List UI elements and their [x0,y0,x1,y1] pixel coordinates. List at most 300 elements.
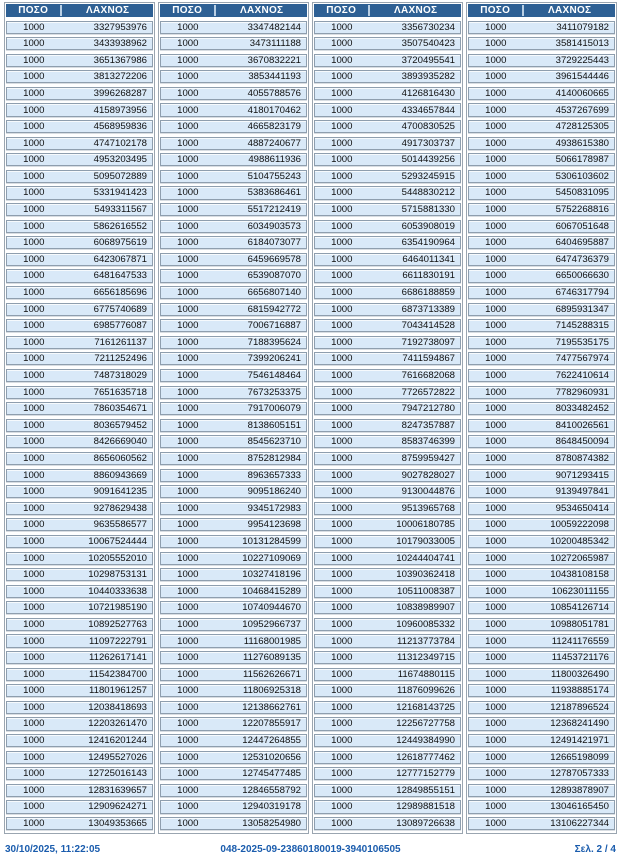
ticket-number-cell: 5862616552 [93,220,147,232]
amount-cell: 1000 [331,685,353,697]
amount-cell: 1000 [177,502,199,514]
amount-cell: 1000 [331,569,353,581]
table-row [314,203,461,216]
table-row [160,220,307,233]
table-row [6,37,153,50]
table-row [314,137,461,150]
amount-cell: 1000 [177,154,199,166]
table-row [468,784,615,797]
ticket-number-cell: 6775740689 [93,303,147,315]
amount-cell: 1000 [177,204,199,216]
ticket-number-cell: 9095186240 [247,486,301,498]
amount-cell: 1000 [177,270,199,282]
table-row [160,784,307,797]
amount-cell: 1000 [23,718,45,730]
ticket-number-cell: 9513965768 [401,502,455,514]
amount-cell: 1000 [331,735,353,747]
amount-cell: 1000 [485,154,507,166]
amount-cell: 1000 [177,801,199,813]
ticket-number-cell: 12368241490 [550,718,609,730]
amount-cell: 1000 [331,469,353,481]
table-row [160,186,307,199]
table-row [160,369,307,382]
amount-cell: 1000 [23,38,45,50]
table-row [468,634,615,647]
table-row [6,601,153,614]
table-row [6,618,153,631]
table-row [314,319,461,332]
table-row [468,70,615,83]
ticket-number-cell: 10838989907 [396,602,455,614]
amount-cell: 1000 [177,652,199,664]
table-row [160,253,307,266]
ticket-number-cell: 10200485342 [550,535,609,547]
amount-cell: 1000 [331,303,353,315]
amount-cell: 1000 [485,735,507,747]
amount-cell: 1000 [485,552,507,564]
table-row [6,552,153,565]
amount-cell: 1000 [177,320,199,332]
amount-cell: 1000 [23,71,45,83]
ticket-number-cell: 8780874382 [555,452,609,464]
table-row [314,253,461,266]
table-row [6,352,153,365]
amount-cell: 1000 [177,751,199,763]
ticket-number-cell: 4700830525 [401,121,455,133]
table-row [160,502,307,515]
table-row [160,568,307,581]
amount-cell: 1000 [485,287,507,299]
table-row [314,684,461,697]
table-row [468,369,615,382]
ticket-number-cell: 10511008387 [397,585,455,597]
table-row [160,469,307,482]
ticket-number-cell: 10244404741 [396,552,455,564]
amount-cell: 1000 [23,569,45,581]
amount-cell: 1000 [177,303,199,315]
amount-cell: 1000 [177,104,199,116]
table-row [6,568,153,581]
table-row [468,767,615,780]
table-row [314,70,461,83]
table-row [160,817,307,830]
amount-cell: 1000 [23,486,45,498]
ticket-number-cell: 3327953976 [93,21,147,33]
table-row [6,767,153,780]
ticket-number-cell: 11876099626 [397,685,455,697]
amount-cell: 1000 [23,419,45,431]
amount-cell: 1000 [23,535,45,547]
amount-cell: 1000 [331,784,353,796]
table-row [160,170,307,183]
amount-cell: 1000 [485,303,507,315]
table-row [314,800,461,813]
table-row [468,668,615,681]
table-row [6,87,153,100]
amount-cell: 1000 [23,801,45,813]
table-row [468,87,615,100]
table-row [6,784,153,797]
table-row [468,186,615,199]
ticket-number-cell: 7546148464 [247,370,301,382]
table-row [160,319,307,332]
ticket-number-cell: 8759959427 [401,452,455,464]
table-row [468,253,615,266]
table-row [468,319,615,332]
ticket-number-cell: 6539087070 [247,270,301,282]
ticket-number-cell: 5383686461 [247,187,301,199]
ticket-number-cell: 12893878907 [550,784,609,796]
amount-cell: 1000 [485,502,507,514]
amount-cell: 1000 [331,353,353,365]
table-row [314,668,461,681]
amount-cell: 1000 [331,21,353,33]
amount-cell: 1000 [23,204,45,216]
ticket-number-cell: 9027828027 [401,469,455,481]
amount-cell: 1000 [331,170,353,182]
table-row [6,734,153,747]
table-row [6,535,153,548]
table-row [160,37,307,50]
ticket-number-cell: 10390362418 [396,569,455,581]
ticket-number-cell: 12909624271 [88,801,147,813]
amount-cell: 1000 [331,668,353,680]
amount-cell: 1000 [331,718,353,730]
ticket-number-cell: 10892527763 [88,618,147,630]
table-row [314,369,461,382]
table-row [314,419,461,432]
amount-cell: 1000 [177,552,199,564]
table-row [468,518,615,531]
ticket-number-cell: 12138662761 [242,701,301,713]
ticket-number-cell: 12849855151 [396,784,455,796]
ticket-number-cell: 10960085332 [396,618,455,630]
table-row [314,784,461,797]
table-row [468,717,615,730]
ticket-number-cell: 7782960931 [555,386,609,398]
amount-cell: 1000 [23,602,45,614]
table-row [468,303,615,316]
amount-cell: 1000 [485,535,507,547]
table-row [160,402,307,415]
amount-cell: 1000 [177,784,199,796]
amount-cell: 1000 [23,287,45,299]
table-row [160,386,307,399]
amount-cell: 1000 [177,137,199,149]
ticket-number-cell: 12989881518 [396,801,455,813]
amount-cell: 1000 [177,187,199,199]
amount-cell: 1000 [485,38,507,50]
amount-cell: 1000 [485,652,507,664]
amount-cell: 1000 [331,71,353,83]
table-row [160,651,307,664]
amount-cell: 1000 [485,618,507,630]
table-row [160,717,307,730]
table-row [314,303,461,316]
table-row [160,286,307,299]
ticket-number-cell: 8648450094 [555,436,609,448]
ticket-number-cell: 4334657844 [401,104,455,116]
ticket-number-cell: 12168143725 [396,701,455,713]
column-group-header [160,4,307,17]
amount-cell: 1000 [23,403,45,415]
table-row [314,402,461,415]
ticket-number-cell: 13089726638 [396,818,455,830]
amount-cell: 1000 [23,386,45,398]
ticket-number-cell: 3893935282 [401,71,455,83]
page-footer [5,844,616,855]
amount-cell: 1000 [23,502,45,514]
ticket-number-cell: 7487318029 [93,370,147,382]
amount-cell: 1000 [485,253,507,265]
table-row [468,153,615,166]
ticket-number-cell: 13106227344 [550,818,609,830]
amount-cell: 1000 [485,71,507,83]
ticket-number-cell: 12940319178 [242,801,301,813]
ticket-number-cell: 12531020656 [242,751,301,763]
ticket-number-cell: 10623011155 [551,585,609,597]
amount-cell: 1000 [485,685,507,697]
amount-cell: 1000 [177,486,199,498]
table-row [314,485,461,498]
amount-cell: 1000 [177,87,199,99]
ticket-column-header: ΛΑΧΝΟΣ [240,5,284,16]
table-row [6,137,153,150]
amount-cell: 1000 [331,87,353,99]
table-row [160,601,307,614]
table-row [468,236,615,249]
table-row [160,452,307,465]
ticket-number-cell: 11800326490 [551,668,609,680]
amount-cell: 1000 [485,104,507,116]
ticket-number-cell: 5448830212 [401,187,455,199]
ticket-number-cell: 9534650414 [555,502,609,514]
table-row [6,253,153,266]
amount-cell: 1000 [177,54,199,66]
ticket-number-cell: 6459669578 [247,253,301,265]
ticket-number-cell: 8583746399 [401,436,455,448]
table-row [314,502,461,515]
amount-cell: 1000 [23,137,45,149]
ticket-number-cell: 3996268287 [93,87,147,99]
table-row [6,153,153,166]
table-row [314,21,461,34]
ticket-number-cell: 11097222791 [89,635,147,647]
amount-cell: 1000 [485,237,507,249]
amount-cell: 1000 [177,452,199,464]
amount-cell: 1000 [23,121,45,133]
ticket-number-cell: 3853441193 [248,71,301,83]
column-group-header [314,4,461,17]
amount-cell: 1000 [485,469,507,481]
amount-cell: 1000 [331,535,353,547]
ticket-number-cell: 10179033005 [396,535,455,547]
table-row [160,236,307,249]
ticket-number-cell: 7211252496 [94,353,147,365]
ticket-number-cell: 13058254980 [242,818,301,830]
amount-cell: 1000 [485,635,507,647]
ticket-number-cell: 6053908019 [401,220,455,232]
ticket-number-cell: 12777152779 [396,768,455,780]
ticket-number-cell: 7399206241 [247,353,301,365]
ticket-number-cell: 5095072889 [93,170,147,182]
table-row [314,220,461,233]
amount-cell: 1000 [23,237,45,249]
ticket-number-cell: 12665198099 [550,751,609,763]
table-row [468,751,615,764]
table-row [468,601,615,614]
amount-cell: 1000 [177,718,199,730]
table-row [468,37,615,50]
table-row [6,585,153,598]
table-row [6,684,153,697]
amount-cell: 1000 [485,21,507,33]
amount-cell: 1000 [331,486,353,498]
table-row [160,153,307,166]
amount-cell: 1000 [23,735,45,747]
ticket-number-cell: 7145288315 [555,320,609,332]
table-row [6,751,153,764]
amount-cell: 1000 [331,54,353,66]
table-row [314,585,461,598]
ticket-number-cell: 12187896524 [550,701,609,713]
ticket-number-cell: 8426669040 [93,436,147,448]
ticket-number-cell: 9071293415 [555,469,609,481]
amount-cell: 1000 [485,121,507,133]
table-row [314,568,461,581]
ticket-number-cell: 7411594867 [402,353,455,365]
amount-cell: 1000 [485,801,507,813]
amount-cell: 1000 [331,154,353,166]
amount-cell: 1000 [23,685,45,697]
amount-cell: 1000 [177,38,199,50]
ticket-number-cell: 7195535175 [555,336,609,348]
ticket-number-cell: 12491421971 [550,735,609,747]
ticket-number-cell: 9954123698 [247,519,301,531]
amount-cell: 1000 [331,519,353,531]
table-row [468,435,615,448]
table-row [160,485,307,498]
table-row [160,684,307,697]
ticket-number-cell: 12447264855 [242,735,301,747]
table-row [314,469,461,482]
amount-cell: 1000 [331,502,353,514]
ticket-number-cell: 6985776087 [93,320,147,332]
table-row [6,336,153,349]
ticket-number-cell: 8138605151 [247,419,301,431]
amount-cell: 1000 [177,21,199,33]
table-row [468,651,615,664]
ticket-number-cell: 8410026561 [555,419,609,431]
amount-cell: 1000 [23,652,45,664]
amount-cell: 1000 [177,237,199,249]
ticket-number-cell: 8033482452 [555,403,609,415]
table-row [160,336,307,349]
table-row [6,103,153,116]
ticket-number-cell: 11262617141 [89,652,147,664]
table-row [6,651,153,664]
ticket-number-cell: 10205552010 [88,552,147,564]
ticket-number-cell: 6184073077 [247,237,301,249]
table-row [314,518,461,531]
ticket-number-cell: 8247357887 [401,419,455,431]
ticket-number-cell: 10854126714 [550,602,609,614]
amount-cell: 1000 [177,287,199,299]
ticket-number-cell: 8752812984 [247,452,301,464]
amount-cell: 1000 [23,469,45,481]
amount-cell: 1000 [485,701,507,713]
ticket-number-cell: 10468415289 [242,585,301,597]
amount-cell: 1000 [177,618,199,630]
table-column-group-4 [466,2,617,834]
table-row [468,701,615,714]
table-row [468,336,615,349]
ticket-number-cell: 7622410614 [555,370,609,382]
table-row [314,817,461,830]
ticket-number-cell: 3433938962 [93,38,147,50]
ticket-number-cell: 5450831095 [555,187,609,199]
ticket-number-cell: 11276089135 [243,652,301,664]
amount-cell: 1000 [485,784,507,796]
table-row [160,618,307,631]
amount-cell: 1000 [331,204,353,216]
amount-cell: 1000 [331,452,353,464]
ticket-number-cell: 8036579452 [93,419,147,431]
ticket-number-cell: 12725016143 [88,768,147,780]
table-row [6,203,153,216]
table-row [314,386,461,399]
table-row [314,618,461,631]
table-row [160,103,307,116]
table-row [6,502,153,515]
table-row [6,369,153,382]
ticket-number-cell: 5493311567 [94,204,147,216]
table-row [468,585,615,598]
ticket-number-cell: 4917303737 [401,137,455,149]
table-row [468,469,615,482]
amount-cell: 1000 [331,38,353,50]
ticket-number-cell: 11168001985 [243,635,301,647]
amount-cell: 1000 [23,701,45,713]
amount-cell: 1000 [485,436,507,448]
table-row [314,286,461,299]
table-row [160,585,307,598]
table-row [468,552,615,565]
table-row [468,502,615,515]
table-row [468,734,615,747]
ticket-number-cell: 7188395624 [247,336,301,348]
amount-cell: 1000 [331,652,353,664]
ticket-number-cell: 6481647533 [93,270,147,282]
ticket-number-cell: 11674880115 [397,668,455,680]
table-row [6,668,153,681]
ticket-number-cell: 10227109069 [242,552,301,564]
amount-cell: 1000 [23,784,45,796]
table-row [468,269,615,282]
amount-cell: 1000 [485,54,507,66]
ticket-number-cell: 4537267699 [555,104,609,116]
ticket-number-cell: 12038418693 [88,701,147,713]
ticket-number-cell: 5331941423 [93,187,147,199]
amount-cell: 1000 [331,320,353,332]
ticket-number-cell: 6423067871 [93,253,147,265]
ticket-number-cell: 10272065987 [550,552,609,564]
amount-cell: 1000 [23,336,45,348]
amount-cell: 1000 [331,585,353,597]
amount-cell: 1000 [485,137,507,149]
table-row [314,452,461,465]
table-row [314,435,461,448]
